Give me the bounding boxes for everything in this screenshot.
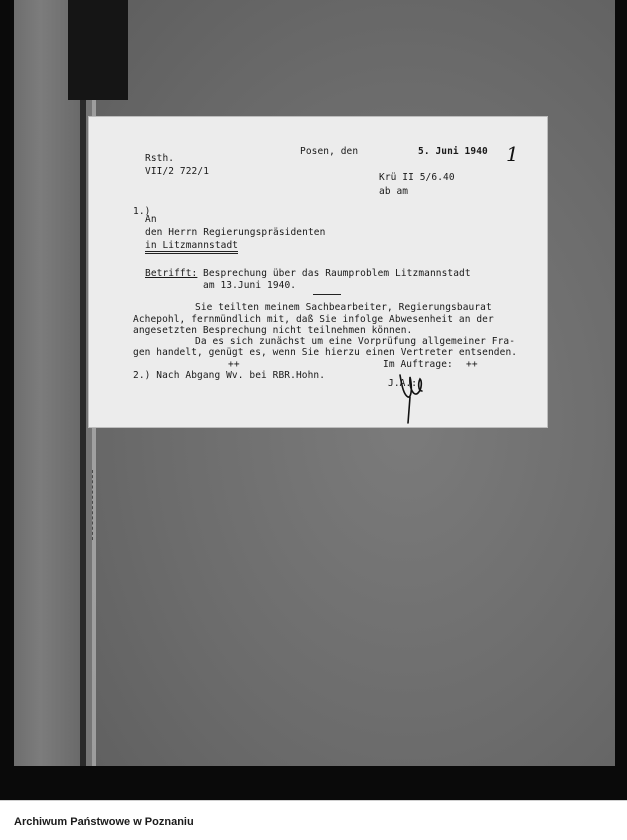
- place-date-label: Posen, den: [300, 146, 359, 157]
- plus-mark-right: ++: [466, 359, 478, 370]
- document-date: 5. Juni 1940: [418, 146, 488, 157]
- ja-label: J.A.:: [388, 378, 418, 389]
- body-line-1: Sie teilten meinem Sachbearbeiter, Regierungsbaurat: [195, 302, 492, 313]
- im-auftrage: Im Auftrage:: [383, 359, 453, 370]
- separator-dash: [313, 294, 341, 295]
- item-2-line: 2.) Nach Abgang Wv. bei RBR.Hohn.: [133, 370, 326, 381]
- rsth-label: Rsth.: [145, 153, 175, 164]
- body-line-5: gen handelt, genügt es, wenn Sie hierzu einen Vertreter entsenden.: [133, 347, 518, 358]
- item-1-number: 1.): [133, 206, 151, 217]
- plus-mark-left: ++: [228, 359, 240, 370]
- body-line-2: Achepohl, fernmündlich mit, daß Sie infolge Abwesenheit an der: [133, 314, 494, 325]
- recipient-line-1: den Herrn Regierungspräsidenten: [145, 227, 326, 238]
- betrifft-line-2: am 13.Juni 1940.: [203, 280, 297, 291]
- ab-am-label: ab am: [379, 186, 409, 197]
- film-strip-left: [14, 0, 80, 766]
- body-line-4: Da es sich zunächst um eine Vorprüfung allgemeiner Fra-: [195, 336, 516, 347]
- document-sheet: [88, 116, 548, 428]
- dark-corner: [68, 0, 128, 100]
- footer-divider: [0, 800, 627, 801]
- handwritten-page-number: 1: [506, 142, 519, 166]
- an-label: An: [145, 214, 157, 225]
- body-line-3: angesetzten Besprechung nicht teilnehmen können.: [133, 325, 413, 336]
- scratch-mark: [92, 470, 103, 540]
- handwritten-signature: [396, 367, 428, 425]
- betrifft-label: Betrifft:: [145, 268, 198, 279]
- recipient-line-2: in Litzmannstadt: [145, 240, 238, 254]
- betrifft-line-1: Besprechung über das Raumproblem Litzmannstadt: [203, 268, 471, 279]
- archive-label: Archiwum Państwowe w Poznaniu: [14, 816, 194, 828]
- archive-footer: [0, 800, 627, 840]
- kru-reference: Krü II 5/6.40: [379, 172, 455, 183]
- file-number: VII/2 722/1: [145, 166, 210, 177]
